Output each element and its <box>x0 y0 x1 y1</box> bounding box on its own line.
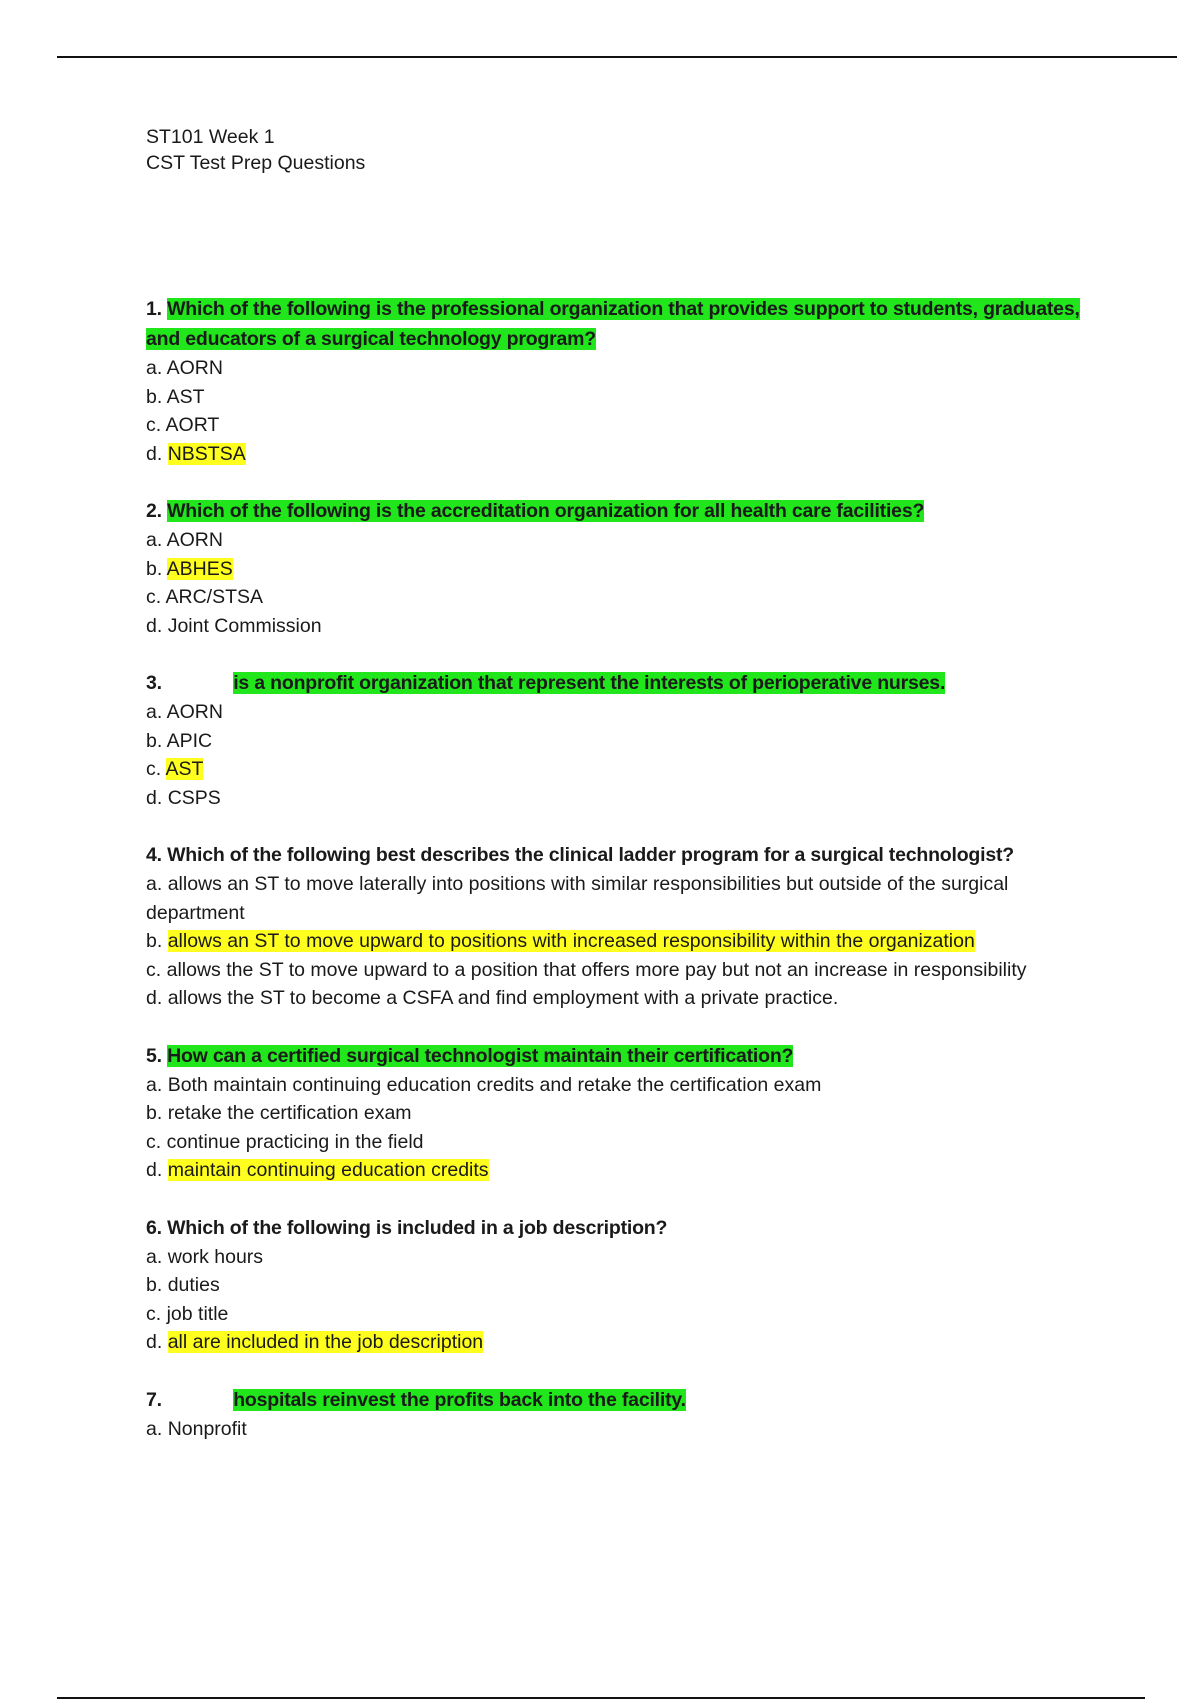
option-letter: a. <box>146 1073 163 1096</box>
option-letter: b. <box>146 1102 163 1124</box>
answer-option <box>146 755 1106 784</box>
question-1 <box>146 294 1106 468</box>
option-letter: d. <box>146 442 163 465</box>
document-subtitle: CST Test Prep Questions <box>146 152 366 174</box>
question-4 <box>146 840 1106 1013</box>
option-text: AORN <box>166 529 223 551</box>
answer-option <box>146 612 1106 641</box>
option-letter: b. <box>146 1274 163 1296</box>
answer-options <box>146 1071 1106 1185</box>
answer-option <box>146 583 1106 612</box>
answer-option <box>146 784 1106 813</box>
header-spacer <box>146 176 1106 294</box>
question-number: 5. <box>146 1044 162 1067</box>
answer-option <box>146 526 1106 555</box>
option-text: AST <box>166 385 205 408</box>
question-number: 7. <box>146 1388 162 1411</box>
option-text: allows the ST to become a CSFA and find employment with a private practice. <box>167 987 839 1009</box>
option-letter: c. <box>146 1302 162 1325</box>
answer-option <box>146 870 1106 927</box>
option-text: Both maintain continuing education credits and retake the certification exam <box>167 1073 822 1096</box>
answer-options <box>146 526 1106 640</box>
question-number: 1. <box>146 298 162 320</box>
question-5 <box>146 1041 1106 1185</box>
question-text <box>146 496 1106 526</box>
option-text: AORT <box>165 414 220 436</box>
answer-option <box>146 354 1106 383</box>
answer-option <box>146 1271 1106 1300</box>
answer-option <box>146 411 1106 440</box>
option-letter: d. <box>146 1331 163 1353</box>
answer-option <box>146 1099 1106 1128</box>
correct-answer-text: NBSTSA <box>167 442 246 465</box>
option-text: retake the certification exam <box>167 1102 412 1124</box>
answer-option <box>146 555 1106 584</box>
answer-option <box>146 698 1106 727</box>
option-text: job title <box>166 1302 229 1325</box>
option-letter: b. <box>146 385 163 408</box>
answer-option <box>146 440 1106 469</box>
question-number: 2. <box>146 500 162 522</box>
option-letter: a. <box>146 1417 163 1440</box>
question-prompt: Which of the following is the professional organization that provides support to students, graduates, and educators of a surgical technology program? <box>146 298 1080 350</box>
question-prompt: hospitals reinvest the profits back into the facility. <box>233 1388 686 1411</box>
question-text <box>146 294 1106 354</box>
answer-option <box>146 383 1106 412</box>
option-letter: c. <box>146 1130 162 1153</box>
option-text: allows the ST to move upward to a position that offers more pay but not an increase in responsibility <box>166 958 1027 981</box>
option-letter: a. <box>146 529 163 551</box>
option-letter: d. <box>146 987 163 1009</box>
option-letter: c. <box>146 758 162 780</box>
question-7 <box>146 1385 1106 1444</box>
answer-option <box>146 1415 1106 1444</box>
option-text: duties <box>167 1274 220 1296</box>
document-body <box>146 124 1106 1471</box>
answer-options <box>146 1415 1106 1444</box>
correct-answer-text: all are included in the job description <box>167 1331 484 1353</box>
answer-option <box>146 1243 1106 1272</box>
question-text <box>146 1213 1106 1243</box>
answer-option <box>146 984 1106 1013</box>
course-title: ST101 Week 1 <box>146 126 275 148</box>
option-letter: a. <box>146 357 163 379</box>
answer-option <box>146 1328 1106 1357</box>
correct-answer-text: allows an ST to move upward to positions with increased responsibility within the organization <box>167 930 975 952</box>
option-text: ARC/STSA <box>165 586 264 608</box>
answer-option <box>146 1128 1106 1157</box>
option-letter: d. <box>146 786 163 809</box>
question-number: 6. <box>146 1216 162 1239</box>
answer-option <box>146 727 1106 756</box>
option-text: CSPS <box>167 786 221 809</box>
option-text: APIC <box>166 729 213 752</box>
question-prompt: How can a certified surgical technologist maintain their certification? <box>167 1044 794 1067</box>
option-letter: b. <box>146 557 163 580</box>
correct-answer-text: AST <box>165 758 204 780</box>
option-letter: b. <box>146 729 163 752</box>
question-list <box>146 294 1106 1443</box>
question-prompt: Which of the following is included in a job description? <box>167 1216 668 1239</box>
answer-option <box>146 1156 1106 1185</box>
answer-option <box>146 1300 1106 1329</box>
question-prompt: Which of the following is the accreditation organization for all health care facilities? <box>167 500 925 522</box>
question-number: 3. <box>146 672 162 694</box>
answer-option <box>146 1071 1106 1100</box>
answer-option <box>146 927 1106 956</box>
correct-answer-text: maintain continuing education credits <box>167 1159 489 1181</box>
answer-options <box>146 698 1106 812</box>
option-letter: a. <box>146 1245 163 1268</box>
question-number: 4. <box>146 844 162 866</box>
option-letter: d. <box>146 614 163 637</box>
option-letter: c. <box>146 586 162 608</box>
option-text: AORN <box>166 357 223 379</box>
answer-option <box>146 956 1106 985</box>
correct-answer-text: ABHES <box>166 557 233 580</box>
question-text <box>146 1385 1106 1415</box>
answer-options <box>146 870 1106 1013</box>
question-2 <box>146 496 1106 640</box>
option-letter: c. <box>146 958 162 981</box>
question-text <box>146 1041 1106 1071</box>
bottom-rule <box>57 1697 1145 1699</box>
question-text <box>146 840 1106 870</box>
answer-options <box>146 354 1106 468</box>
question-prompt: Which of the following best describes the clinical ladder program for a surgical technologist? <box>167 844 1015 866</box>
option-letter: d. <box>146 1159 163 1181</box>
question-6 <box>146 1213 1106 1357</box>
option-text: continue practicing in the field <box>166 1130 424 1153</box>
top-rule <box>57 56 1177 58</box>
option-text: AORN <box>166 701 223 723</box>
option-text: allows an ST to move laterally into positions with similar responsibilities but outside of the surgical department <box>146 873 1009 924</box>
option-text: Nonprofit <box>167 1417 247 1440</box>
option-letter: a. <box>146 701 163 723</box>
option-letter: c. <box>146 414 162 436</box>
answer-options <box>146 1243 1106 1357</box>
option-text: Joint Commission <box>167 614 322 637</box>
question-prompt: is a nonprofit organization that represent the interests of perioperative nurses. <box>233 672 946 694</box>
option-text: work hours <box>167 1245 264 1268</box>
option-letter: b. <box>146 930 163 952</box>
option-letter: a. <box>146 873 163 895</box>
question-text <box>146 668 1106 698</box>
question-3 <box>146 668 1106 812</box>
